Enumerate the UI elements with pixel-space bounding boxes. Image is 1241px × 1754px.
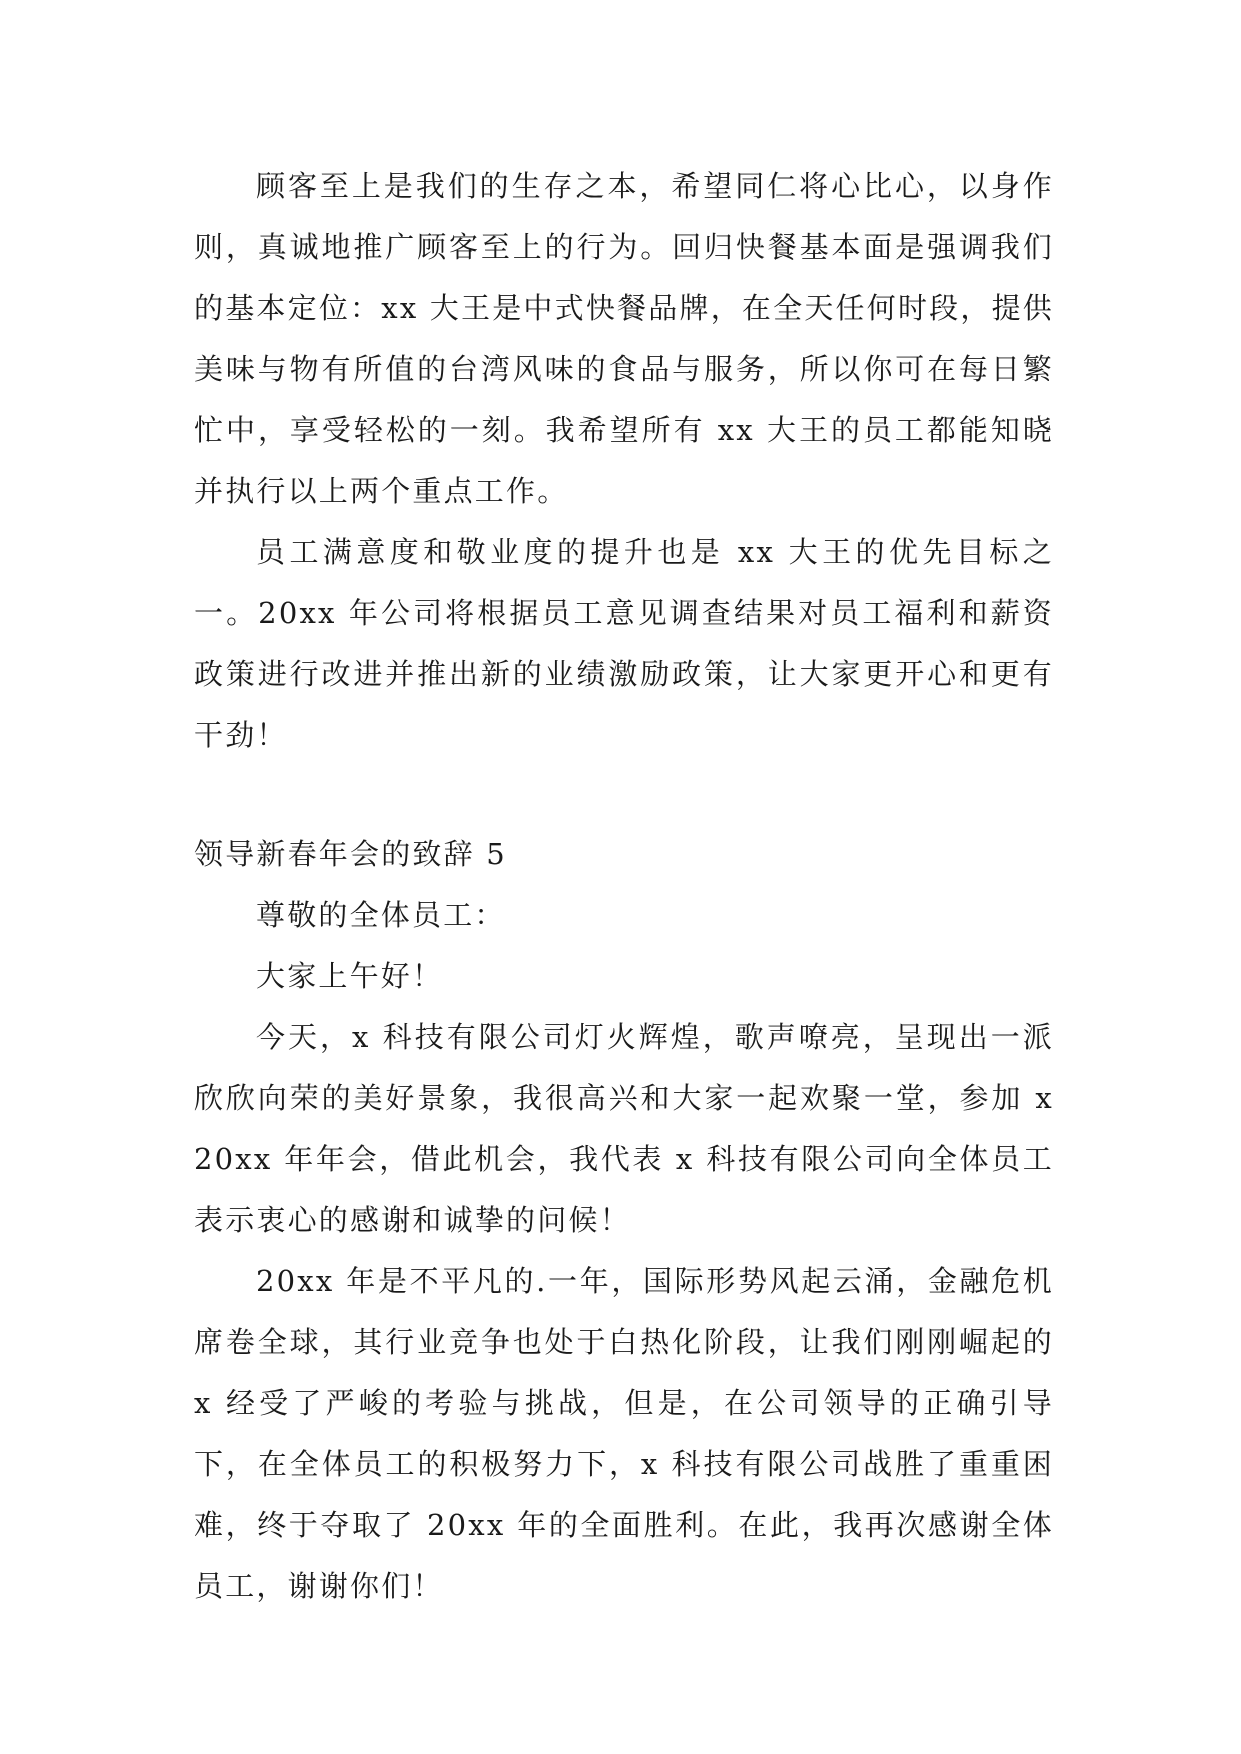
paragraph-year-review: 20xx 年是不平凡的.一年，国际形势风起云涌，金融危机席卷全球，其行业竞争也处于白热化阶段，让我们刚刚崛起的 x 经受了严峻的考验与挑战，但是，在公司领导的正确引导下，在全体员工的积极努力下，x 科技有限公司战胜了重重困难，终于夺取了 20xx 年的全面胜利。在此，我再次感谢全体员工，谢谢你们！ [194,1264,1054,1603]
paragraph-greeting: 大家上午好！ [256,959,444,993]
document-body [194,156,1054,1617]
section-title: 领导新春年会的致辞 5 [194,837,507,871]
paragraph-celebration: 今天，x 科技有限公司灯火辉煌，歌声嘹亮，呈现出一派欣欣向荣的美好景象，我很高兴和大家一起欢聚一堂，参加 x20xx 年年会，借此机会，我代表 x 科技有限公司向全体员工表示衷心的感谢和诚挚的问候！ [194,1020,1054,1237]
paragraph-salutation: 尊敬的全体员工： [256,898,506,932]
paragraph-employee-satisfaction: 员工满意度和敬业度的提升也是 xx 大王的优先目标之一。20xx 年公司将根据员工意见调查结果对员工福利和薪资政策进行改进并推出新的业绩激励政策，让大家更开心和更有干劲！ [194,535,1054,752]
paragraph-customer-first: 顾客至上是我们的生存之本，希望同仁将心比心，以身作则，真诚地推广顾客至上的行为。回归快餐基本面是强调我们的基本定位：xx 大王是中式快餐品牌，在全天任何时段，提供美味与物有所值的台湾风味的食品与服务，所以你可在每日繁忙中，享受轻松的一刻。我希望所有 xx 大王的员工都能知晓并执行以上两个重点工作。 [194,169,1054,508]
